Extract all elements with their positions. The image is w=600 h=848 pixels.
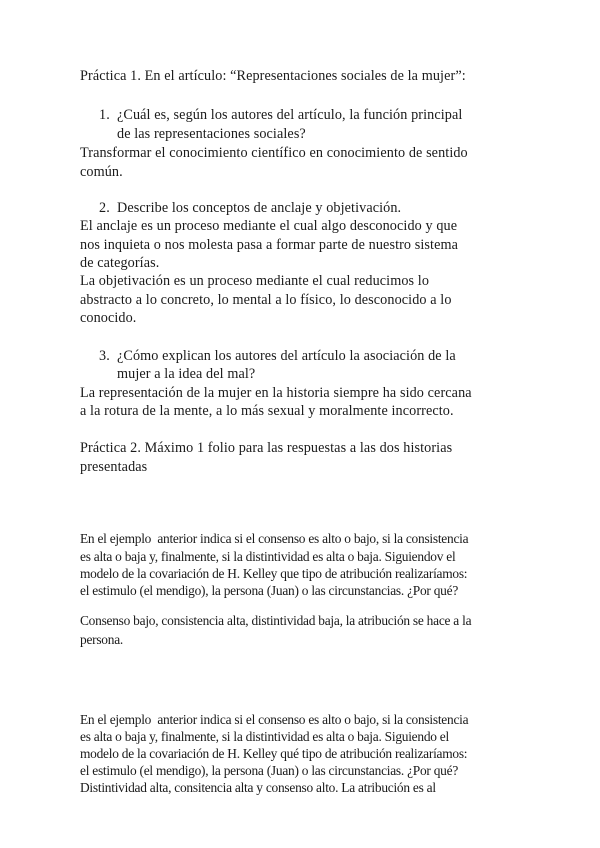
case2-question-line1: En el ejemplo anterior indica si el consenso es alto o bajo, si la consistencia <box>80 712 469 727</box>
case1-question-line2: es alta o baja y, finalmente, si la distintividad es alta o baja. Siguiendov el <box>80 549 456 564</box>
q2-answer-line5: abstracto a lo concreto, lo mental a lo físico, lo desconocido a lo <box>80 292 452 308</box>
q2-answer-line4: La objetivación es un proceso mediante el cual reducimos lo <box>80 273 430 289</box>
case2-answer-line1: Distintividad alta, consitencia alta y consenso alto. La atribución es al <box>80 780 436 795</box>
q2-answer-line3: de categorías. <box>80 255 160 271</box>
case1-question-line3: modelo de la covariación de H. Kelley que tipo de atribución realizaríamos: <box>80 566 468 581</box>
q2-answer-line2: nos inquieta o nos molesta pasa a formar parte de nuestro sistema <box>80 237 459 253</box>
q1-number: 1. <box>99 107 110 123</box>
q2-answer-line6: conocido. <box>80 310 137 326</box>
q3-text-line1: ¿Cómo explican los autores del artículo la asociación de la <box>117 348 456 364</box>
q3-text-line2: mujer a la idea del mal? <box>117 366 256 382</box>
case1-answer-line1: Consenso bajo, consistencia alta, distintividad baja, la atribución se hace a la <box>80 613 472 628</box>
practica2-heading-line1: Práctica 2. Máximo 1 folio para las respuestas a las dos historias <box>80 440 453 456</box>
q3-number: 3. <box>99 348 110 364</box>
case2-question-line3: modelo de la covariación de H. Kelley qué tipo de atribución realizaríamos: <box>80 746 468 761</box>
q2-answer-line1: El anclaje es un proceso mediante el cual algo desconocido y que <box>80 218 458 234</box>
q1-answer-line1: Transformar el conocimiento científico en conocimiento de sentido <box>80 145 468 161</box>
case1-question-line4: el estimulo (el mendigo), la persona (Juan) o las circunstancias. ¿Por qué? <box>80 583 459 598</box>
q2-text-line1: Describe los conceptos de anclaje y objetivación. <box>117 200 402 216</box>
q2-number: 2. <box>99 200 110 216</box>
case1-answer-line2: persona. <box>80 632 123 647</box>
q3-answer-line2: a la rotura de la mente, a lo más sexual y moralmente incorrecto. <box>80 403 454 419</box>
q3-answer-line1: La representación de la mujer en la historia siempre ha sido cercana <box>80 385 472 401</box>
case2-question-line2: es alta o baja y, finalmente, si la distintividad es alta o baja. Siguiendo el <box>80 729 449 744</box>
practica1-heading: Práctica 1. En el artículo: “Representaciones sociales de la mujer”: <box>80 68 466 84</box>
case1-question-line1: En el ejemplo anterior indica si el consenso es alto o bajo, si la consistencia <box>80 531 469 546</box>
practica2-heading-line2: presentadas <box>80 459 148 475</box>
case2-question-line4: el estimulo (el mendigo), la persona (Juan) o las circunstancias. ¿Por qué? <box>80 763 459 778</box>
q1-text-line1: ¿Cuál es, según los autores del artículo, la función principal <box>117 107 463 123</box>
q1-text-line2: de las representaciones sociales? <box>117 126 306 142</box>
q1-answer-line2: común. <box>80 164 123 180</box>
